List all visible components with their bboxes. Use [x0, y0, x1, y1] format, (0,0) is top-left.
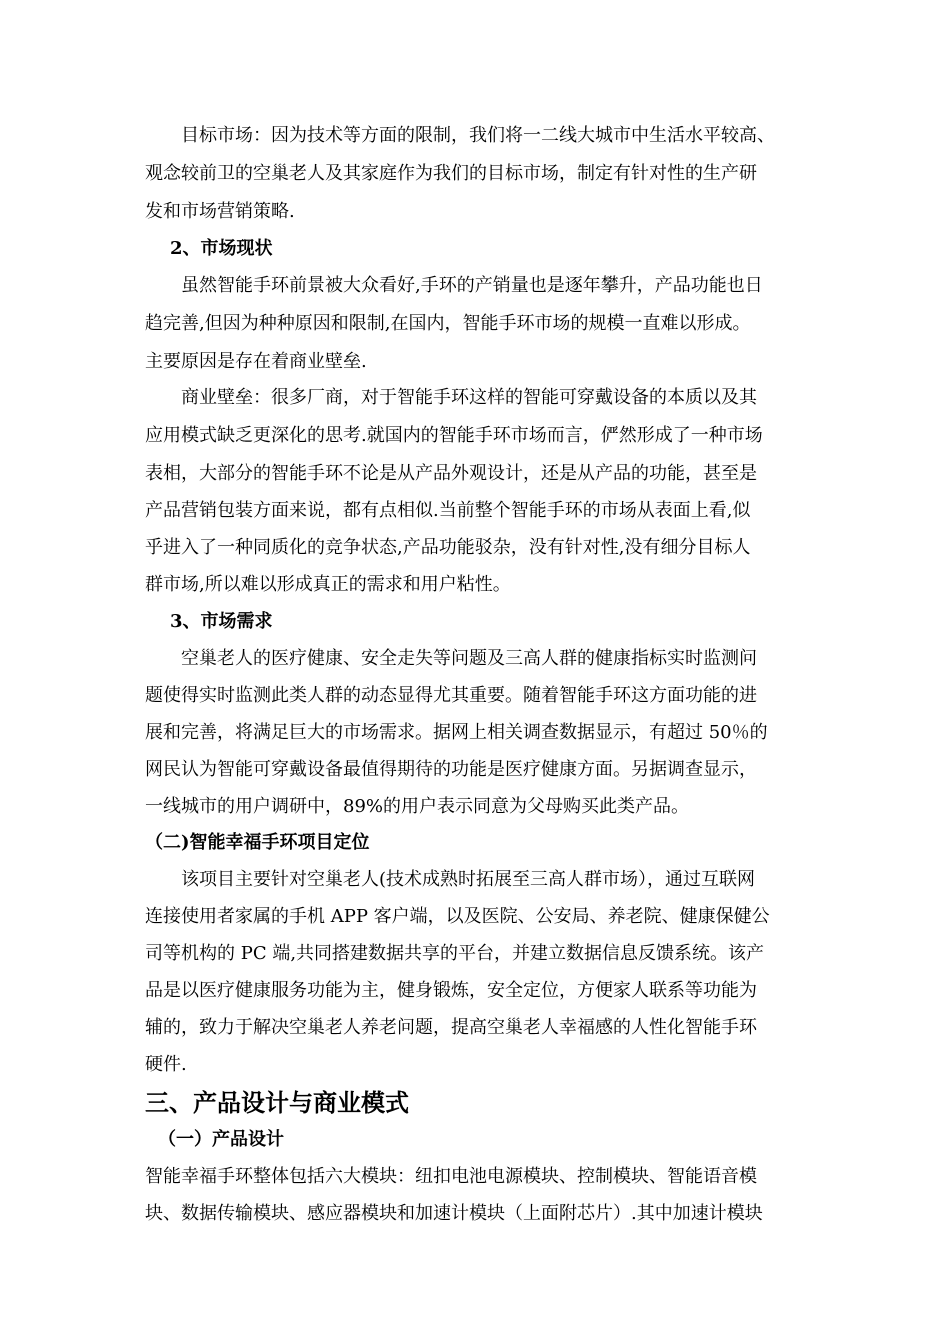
body-line: 表相，大部分的智能手环不论是从产品外观设计，还是从产品的功能，甚至是 — [145, 463, 757, 484]
body-line: 连接使用者家属的手机 APP 客户端，以及医院、公安局、养老院、健康保健公 — [145, 906, 770, 927]
body-line: 群市场,所以难以形成真正的需求和用户粘性。 — [145, 574, 511, 595]
body-line: 观念较前卫的空巢老人及其家庭作为我们的目标市场，制定有针对性的生产研 — [145, 163, 757, 184]
body-line: 辅的，致力于解决空巢老人养老问题，提高空巢老人幸福感的人性化智能手环 — [145, 1017, 757, 1038]
body-line: 目标市场：因为技术等方面的限制，我们将一二线大城市中生活水平较高、 — [181, 125, 775, 146]
body-line: 趋完善,但因为种种原因和限制,在国内，智能手环市场的规模一直难以形成。 — [145, 313, 751, 334]
body-line: 网民认为智能可穿戴设备最值得期待的功能是医疗健康方面。另据调查显示， — [145, 759, 757, 780]
body-line: 发和市场营销策略. — [145, 201, 295, 222]
body-line: 一线城市的用户调研中，89%的用户表示同意为父母购买此类产品。 — [145, 796, 690, 817]
body-line: 智能幸福手环整体包括六大模块：纽扣电池电源模块、控制模块、智能语音模 — [145, 1166, 757, 1187]
body-line: 乎进入了一种同质化的竞争状态,产品功能驳杂，没有针对性,没有细分目标人 — [145, 537, 751, 558]
body-line: 应用模式缺乏更深化的思考.就国内的智能手环市场而言，俨然形成了一种市场 — [145, 425, 763, 446]
body-line: 司等机构的 PC 端,共同搭建数据共享的平台，并建立数据信息反馈系统。该产 — [145, 943, 765, 964]
body-line: 产品营销包装方面来说，都有点相似.当前整个智能手环的市场从表面上看,似 — [145, 500, 751, 521]
section-heading-positioning: （二)智能幸福手环项目定位 — [145, 832, 370, 853]
body-line: 该项目主要针对空巢老人(技术成熟时拓展至三高人群市场），通过互联网 — [181, 869, 756, 890]
body-line: 空巢老人的医疗健康、安全走失等问题及三高人群的健康指标实时监测问 — [181, 648, 757, 669]
section-heading-market-status: 2、市场现状 — [170, 238, 273, 259]
body-line: 主要原因是存在着商业壁垒. — [145, 351, 367, 372]
body-line: 虽然智能手环前景被大众看好,手环的产销量也是逐年攀升，产品功能也日 — [181, 275, 763, 296]
body-line: 品是以医疗健康服务功能为主，健身锻炼，安全定位，方便家人联系等功能为 — [145, 980, 757, 1001]
section-heading-product-design: （一）产品设计 — [158, 1129, 284, 1150]
body-line: 展和完善，将满足巨大的市场需求。据网上相关调查数据显示，有超过 50％的 — [145, 722, 768, 743]
body-line: 块、数据传输模块、感应器模块和加速计模块（上面附芯片）.其中加速计模块 — [145, 1203, 763, 1224]
chapter-heading-product-design: 三、产品设计与商业模式 — [145, 1088, 409, 1117]
body-line: 题使得实时监测此类人群的动态显得尤其重要。随着智能手环这方面功能的进 — [145, 685, 757, 706]
body-line: 硬件. — [145, 1054, 187, 1075]
body-line: 商业壁垒：很多厂商，对于智能手环这样的智能可穿戴设备的本质以及其 — [181, 387, 757, 408]
section-heading-market-demand: 3、市场需求 — [170, 611, 273, 632]
